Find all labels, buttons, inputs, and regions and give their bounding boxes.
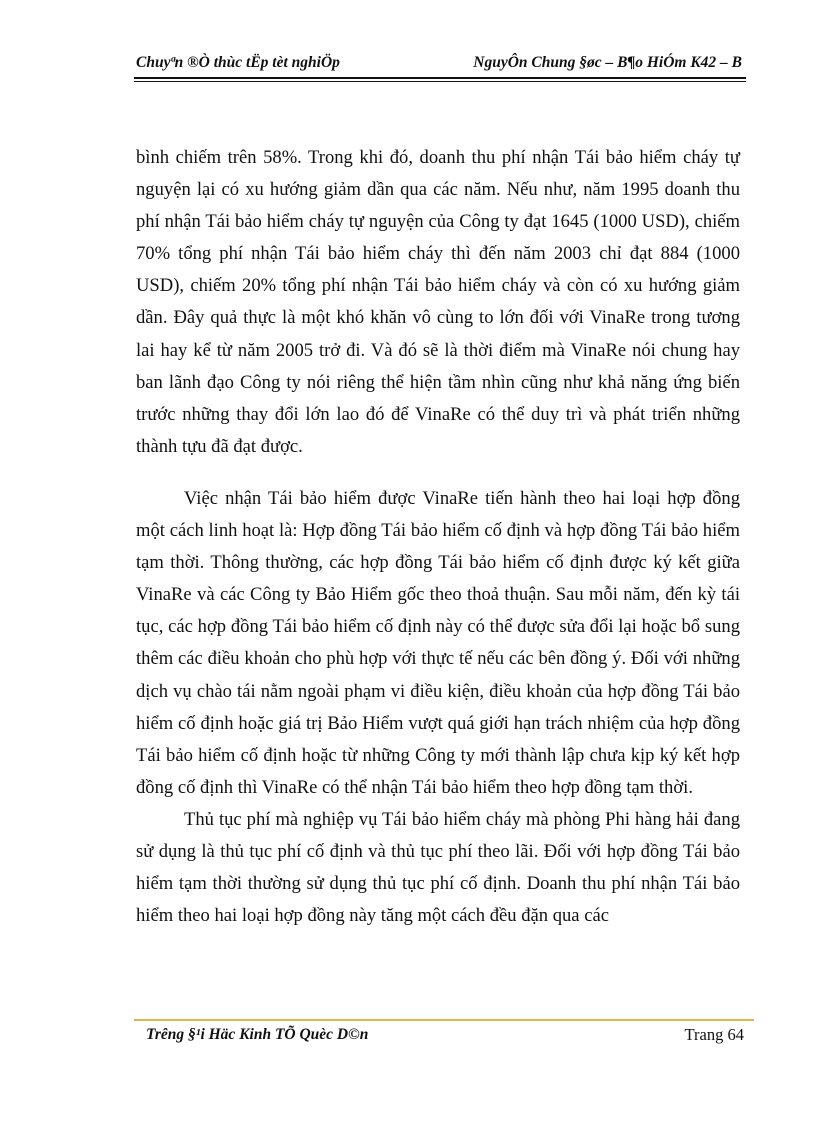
page-footer [134, 1025, 746, 1049]
header-author: NguyÔn Chung §øc – B¶o HiÓm K42 – B [473, 54, 742, 71]
paragraph-commission: Thủ tục phí mà nghiệp vụ Tái bảo hiểm cháy mà phòng Phi hàng hải đang sử dụng là thủ tục phí cố định và thủ tục phí theo lãi. Đối với hợp đồng Tái bảo hiểm tạm thời thường sử dụng thủ tục phí cố định. Doanh thu phí nhận Tái bảo hiểm theo hai loại hợp đồng này tăng một cách đều đặn qua các [136, 808, 740, 927]
page-body [136, 142, 740, 932]
footer-university: Trêng §¹i Häc Kinh TÕ Quèc D©n [146, 1026, 369, 1043]
page-number: Trang 64 [684, 1025, 744, 1044]
header-divider [134, 77, 746, 82]
paragraph-contract-types: Việc nhận Tái bảo hiểm được VinaRe tiến hành theo hai loại hợp đồng một cách linh hoạt là: Hợp đồng Tái bảo hiểm cố định và hợp đồng Tái bảo hiểm tạm thời. Thông thường, các hợp đồng Tái bảo hiểm cố định được ký kết giữa VinaRe và các Công ty Bảo Hiểm gốc theo thoả thuận. Sau mỗi năm, đến kỳ tái tục, các hợp đồng Tái bảo hiểm cố định này có thể được sửa đổi lại hoặc bổ sung thêm các điều khoản cho phù hợp với thực tế nếu các bên đồng ý. Đối với những dịch vụ chào tái nằm ngoài phạm vi điều kiện, điều khoản của hợp đồng Tái bảo hiểm cố định hoặc giá trị Bảo Hiểm vượt quá giới hạn trách nhiệm của hợp đồng Tái bảo hiểm cố định hoặc từ những Công ty mới thành lập chưa kịp ký kết hợp đồng cố định thì VinaRe có thể nhận Tái bảo hiểm theo hợp đồng tạm thời. [136, 487, 740, 798]
page-header [134, 50, 746, 76]
header-document-type: Chuyªn ®Ò thùc tËp tèt nghiÖp [136, 54, 340, 71]
footer-divider [134, 1019, 754, 1021]
paragraph-continued: bình chiếm trên 58%. Trong khi đó, doanh thu phí nhận Tái bảo hiểm cháy tự nguyện lại có xu hướng giảm dần qua các năm. Nếu như, năm 1995 doanh thu phí nhận Tái bảo hiểm cháy tự nguyện của Công ty đạt 1645 (1000 USD), chiếm 70% tổng phí nhận Tái bảo hiểm cháy thì đến năm 2003 chỉ đạt 884 (1000 USD), chiếm 20% tổng phí nhận Tái bảo hiểm cháy và còn có xu hướng giảm dần. Đây quả thực là một khó khăn vô cùng to lớn đối với VinaRe trong tương lai hay kể từ năm 2005 trở đi. Và đó sẽ là thời điểm mà VinaRe nói chung hay ban lãnh đạo Công ty nói riêng thể hiện tầm nhìn cũng như khả năng ứng biến trước những thay đổi lớn lao đó để VinaRe có thể duy trì và phát triển những thành tựu đã đạt được. [136, 147, 740, 457]
